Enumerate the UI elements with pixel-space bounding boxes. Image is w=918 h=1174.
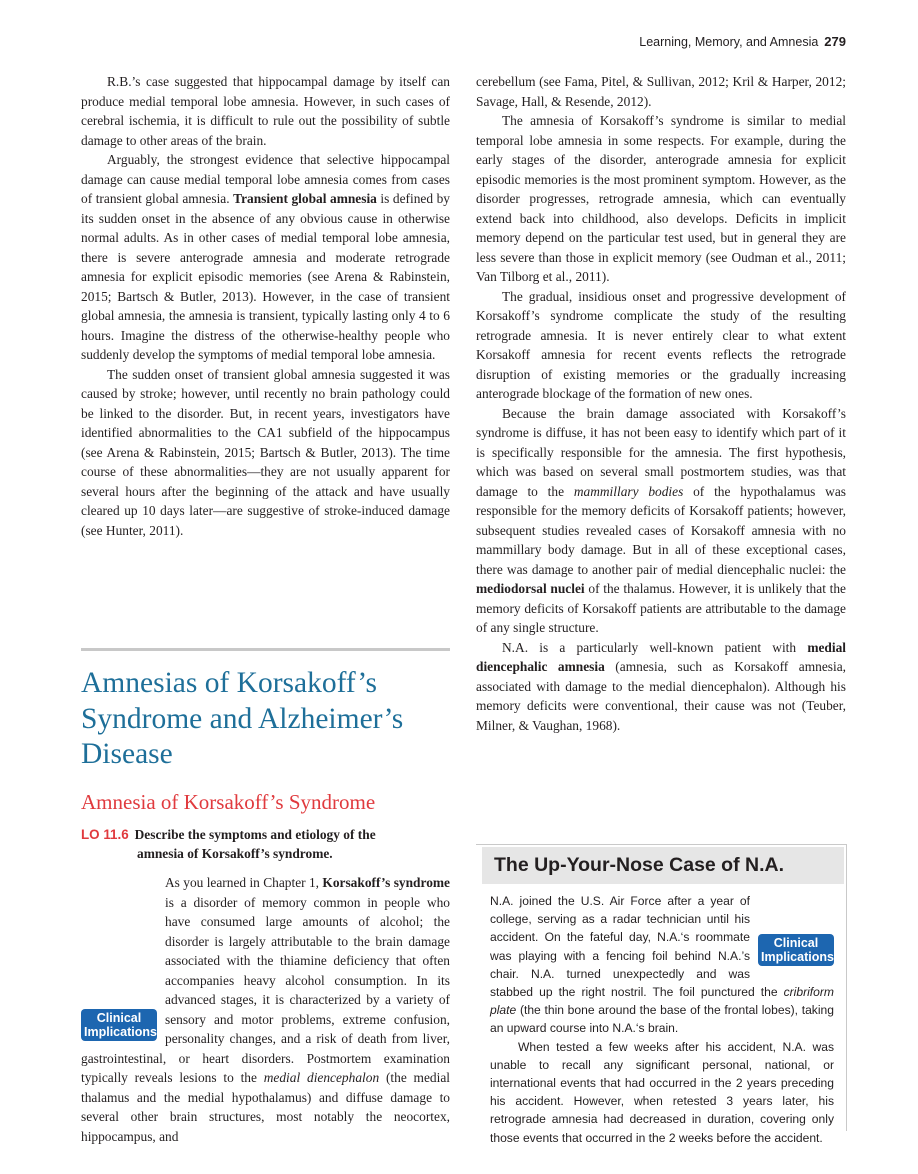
right-paragraph-4 bbox=[476, 404, 846, 638]
learning-objective bbox=[81, 825, 450, 863]
running-title: Learning, Memory, and Amnesia bbox=[639, 35, 819, 49]
korsakoff-text-b: is a disorder of memory common in people who have consumed large amounts of alcohol; the disorder is largely attributable to the brain damage associated with the thiamine deficiency that often accompanies heavy alcohol consumption. In its advanced stages, it is characterized by a variety of sensory and motor problems, extreme confusion, personality changes, and a risk of death from liver, gastrointestinal, or heart disorders. Postmortem examination typically reveals lesions to the bbox=[81, 894, 450, 1085]
box-badge-line2: Implications bbox=[761, 950, 834, 964]
clinical-implications-box-badge bbox=[758, 934, 834, 966]
right-p4-text-c: of the thalamus. However, it is unlikely that the memory deficits of Korsakoff patients are attributable to the damage of any single structure. bbox=[476, 581, 847, 635]
right-paragraph-1: cerebellum (see Fama, Pitel, & Sullivan, 2012; Kril & Harper, 2012; Savage, Hall, & Resende, 2012). bbox=[476, 74, 846, 109]
left-bottom-column bbox=[81, 873, 450, 1146]
lo-text-line2: amnesia of Korsakoff’s syndrome. bbox=[137, 846, 333, 861]
lo-number: LO 11.6 bbox=[81, 827, 129, 842]
term-medial-diencephalic-amnesia: medial diencephalic amnesia bbox=[476, 639, 846, 674]
case-paragraph-2: When tested a few weeks after his accident, N.A. was unable to recall any significant personal, national, or international events that had occurred in the 2 years preceding his accident. However, when retested 3 years later, his retrograde amnesia had decreased in duration, covering only those events that occurred in the 2 weeks before the accident. bbox=[490, 1039, 834, 1145]
right-p4-text-a: Because the brain damage associated with Korsakoff’s syndrome is diffuse, it has not been easy to identify which part of it is specifically responsible for the amnesia. The first hypothesis, which was based on several small postmortem studies, was that damage to the bbox=[476, 405, 846, 499]
korsakoff-paragraph bbox=[81, 873, 450, 1146]
badge-line1: Clinical bbox=[96, 1011, 142, 1025]
right-column bbox=[476, 72, 846, 735]
left-column bbox=[81, 72, 450, 540]
case-box-body bbox=[490, 892, 834, 1147]
case-p1-text-b: (the thin bone around the base of the frontal lobes), taking an upward course into N.A.‘s brain. bbox=[490, 1003, 834, 1036]
term-medial-diencephalon: medial diencephalon bbox=[263, 1070, 380, 1085]
left-paragraph-3: The sudden onset of transient global amnesia suggested it was caused by stroke; however, until recently no brain pathology could be linked to the disorder. But, in recent years, investigators have identified abnormalities to the CA1 subfield of the hippocampus (see Arena & Rabinstein, 2015; Bartsch & Butler, 2013). The time course of these abnormalities—they are not usually apparent for several hours after the beginning of the attack and have usually cleared up 10 days later—are suggestive of stroke-induced damage (see Hunter, 2011). bbox=[81, 366, 450, 538]
case-p1-text-a: N.A. joined the U.S. Air Force after a year of college, serving as a radar technician until his accident. On the fateful day, N.A.‘s roommate was playing with a fencing foil behind N.A.’s chair. N.A. turned unexpectedly and was stabbed up the right nostril. The foil punctured the bbox=[490, 894, 784, 1000]
right-p4-text-b: of the hypothalamus was responsible for the memory deficits of Korsakoff patients; however, subsequent studies revealed cases of Korsakoff amnesia with no mammillary body damage. But in all of these exceptional cases, there was damage to another pair of medial diencephalic nuclei: the bbox=[476, 483, 846, 577]
lo-text-line1: Describe the symptoms and etiology of the bbox=[134, 827, 376, 842]
term-cribriform-plate: cribriform plate bbox=[490, 985, 834, 1018]
left-p2-text-a: Arguably, the strongest evidence that selective hippocampal damage can cause medial temporal lobe amnesia comes from cases of transient global amnesia. bbox=[81, 152, 450, 206]
box-badge-line1: Clinical bbox=[773, 936, 819, 950]
badge-line2: Implications bbox=[84, 1025, 157, 1039]
right-p5-text-a: N.A. is a particularly well-known patient with bbox=[502, 639, 808, 655]
term-mammillary-bodies: mammillary bodies bbox=[573, 483, 684, 499]
right-paragraph-3: The gradual, insidious onset and progressive development of Korsakoff’s syndrome complicate the study of the resulting retrograde amnesia. It is never entirely clear to what extent Korsakoff amnesia for recent events reflects the retrograde disruption of existing memories or the gradually increasing anterograde blockage of the formation of new ones. bbox=[476, 288, 846, 401]
term-transient-global-amnesia: Transient global amnesia bbox=[233, 191, 377, 206]
left-paragraph-2 bbox=[81, 150, 450, 365]
case-paragraph-1 bbox=[490, 892, 834, 1038]
running-head bbox=[639, 34, 846, 49]
term-mediodorsal-nuclei: mediodorsal nuclei bbox=[476, 581, 585, 596]
clinical-implications-badge bbox=[81, 1009, 157, 1041]
section-subheading: Amnesia of Korsakoff’s Syndrome bbox=[81, 790, 376, 814]
case-box-title: The Up-Your-Nose Case of N.A. bbox=[482, 847, 844, 884]
page-number: 279 bbox=[824, 34, 846, 49]
section-heading: Amnesias of Korsakoff’s Syndrome and Alzheimer’s Disease bbox=[81, 667, 404, 770]
term-korsakoffs-syndrome: Korsakoff’s syndrome bbox=[322, 875, 450, 890]
right-paragraph-2: The amnesia of Korsakoff’s syndrome is similar to medial temporal lobe amnesia in some respects. For example, during the early stages of the disorder, anterograde amnesia for explicit episodic memories is the most prominent symptom. However, as the disorder progresses, retrograde amnesia, which can eventually extend back into childhood, also develops. Deficits in implicit memory depend on the particular test used, but in general they are less severe than those in explicit memory (see Oudman et al., 2011; Van Tilborg et al., 2011). bbox=[476, 113, 846, 284]
right-paragraph-5 bbox=[476, 638, 846, 736]
left-paragraph-1: R.B.’s case suggested that hippocampal damage by itself can produce medial temporal lobe amnesia. However, in such cases of cerebral ischemia, it is difficult to rule out the possibility of subtle damage to other areas of the brain. bbox=[81, 74, 450, 148]
korsakoff-text-c: (the medial thalamus and the medial hypothalamus) and diffuse damage to several other brain structures, most notably the neocortex, hippocampus, and bbox=[81, 1070, 450, 1144]
right-p5-text-b: (amnesia, such as Korsakoff amnesia, associated with damage to the medial diencephalon). Although his memory deficits were conventional, their cause was not (Teuber, Milner, & Vaughan, 1968). bbox=[476, 659, 846, 733]
section-divider bbox=[81, 648, 450, 651]
korsakoff-text-a: As you learned in Chapter 1, bbox=[165, 875, 323, 890]
left-p2-text-b: is defined by its sudden onset in the absence of any obvious cause in otherwise normal adults. As in other cases of medial temporal lobe amnesia, there is severe anterograde amnesia and moderate retrograde amnesia for explicit episodic memories (see Arena & Rabinstein, 2015; Bartsch & Butler, 2013). However, in the case of transient global amnesia, the amnesia is transient, typically lasting only 4 to 6 hours. Imagine the distress of the otherwise-healthy people who suddenly develop the symptoms of medial temporal lobe amnesia. bbox=[81, 191, 450, 362]
